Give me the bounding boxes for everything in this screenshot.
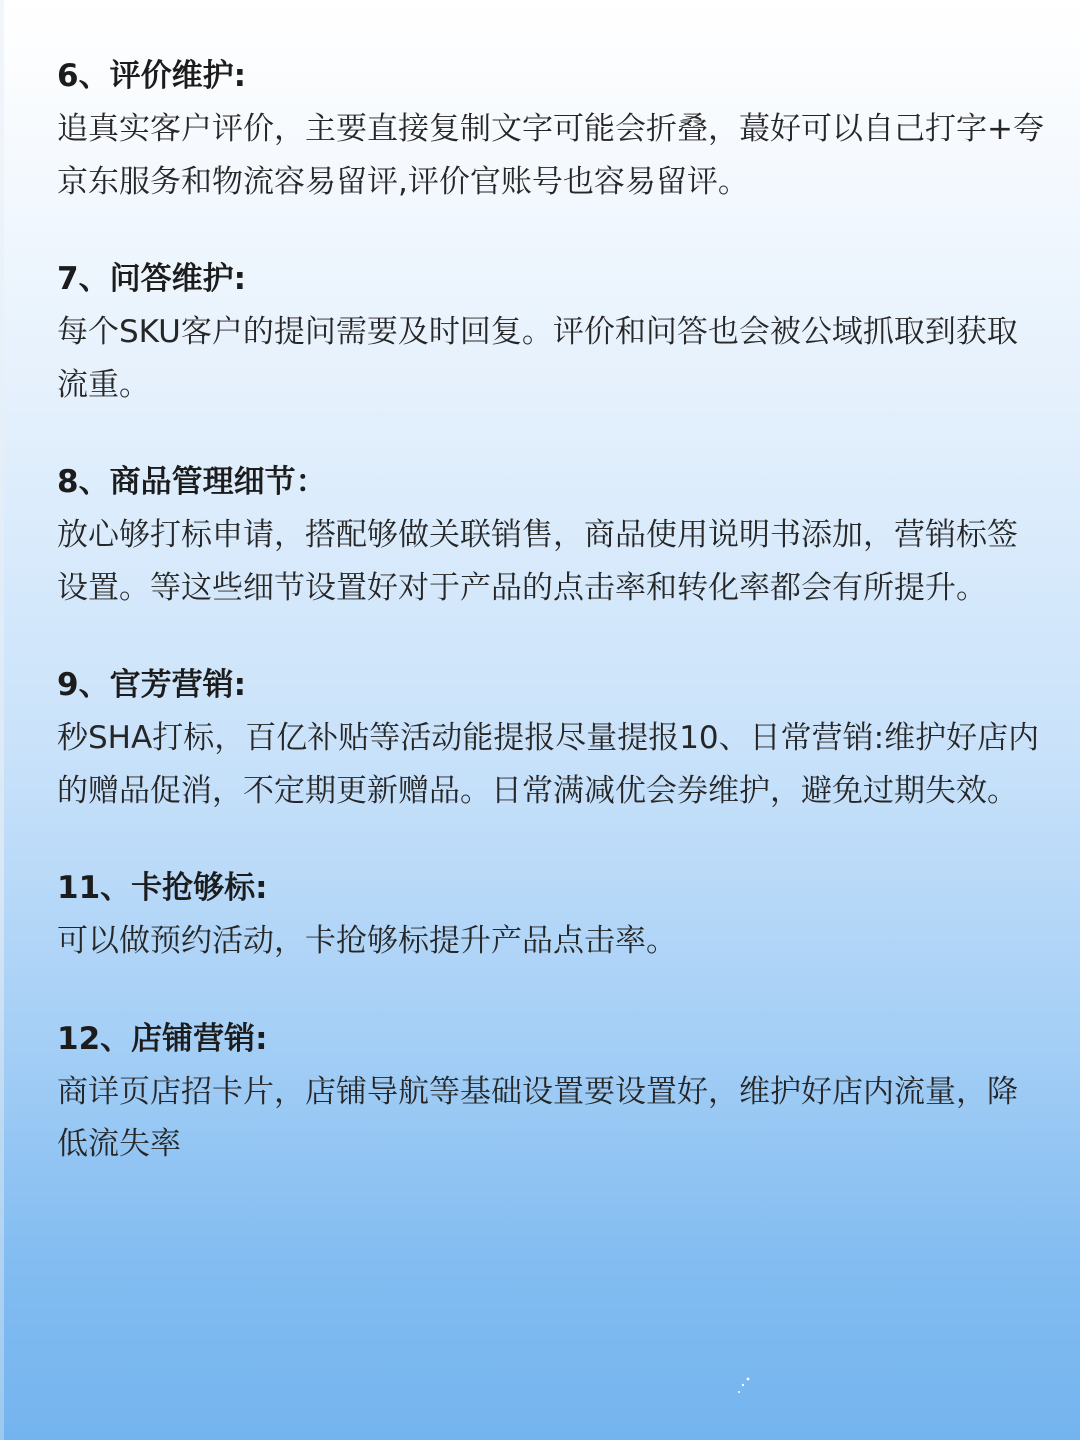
section-body: 秒SHA打标，百亿补贴等活动能提报尽量提报10、日常营销:维护好店内的赠品促消，不定期更新赠品。日常满减优会券维护，避免过期失效。 xyxy=(57,720,1040,809)
left-edge-decoration xyxy=(0,0,4,1440)
section-11-flash-sale-tag xyxy=(57,864,1047,968)
section-body: 追真实客户评价，主要直接复制文字可能会折叠，蕞好可以自己打字+夸京东服务和物流容易留评,评价官账号也容易留评。 xyxy=(57,111,1044,200)
section-heading: 7、问答维护: xyxy=(57,261,246,297)
content-column xyxy=(57,52,1047,1218)
section-9-official-marketing xyxy=(57,661,1047,817)
section-body: 每个SKU客户的提问需要及时回复。评价和问答也会被公域抓取到获取流重。 xyxy=(57,314,1018,403)
section-8-product-management xyxy=(57,458,1047,614)
section-6-review-maintenance xyxy=(57,52,1047,208)
section-heading: 11、卡抢够标: xyxy=(57,870,268,906)
section-heading: 9、官芳营销: xyxy=(57,667,246,703)
section-12-store-marketing xyxy=(57,1015,1047,1171)
section-body: 可以做预约活动，卡抢够标提升产品点击率。 xyxy=(57,923,677,959)
section-body: 放心够打标申请，搭配够做关联销售，商品使用说明书添加，营销标签设置。等这些细节设置好对于产品的点击率和转化率都会有所提升。 xyxy=(57,517,1018,606)
section-7-qa-maintenance xyxy=(57,255,1047,411)
sparkle-icon xyxy=(736,1376,752,1396)
section-heading: 12、店铺营销: xyxy=(57,1020,268,1057)
section-heading: 8、商品管理细节： xyxy=(57,464,327,500)
section-body: 商详页店招卡片，店铺导航等基础设置要设置好，维护好店内流量，降低流失率 xyxy=(57,1073,1018,1162)
section-heading: 6、评价维护: xyxy=(57,58,246,94)
